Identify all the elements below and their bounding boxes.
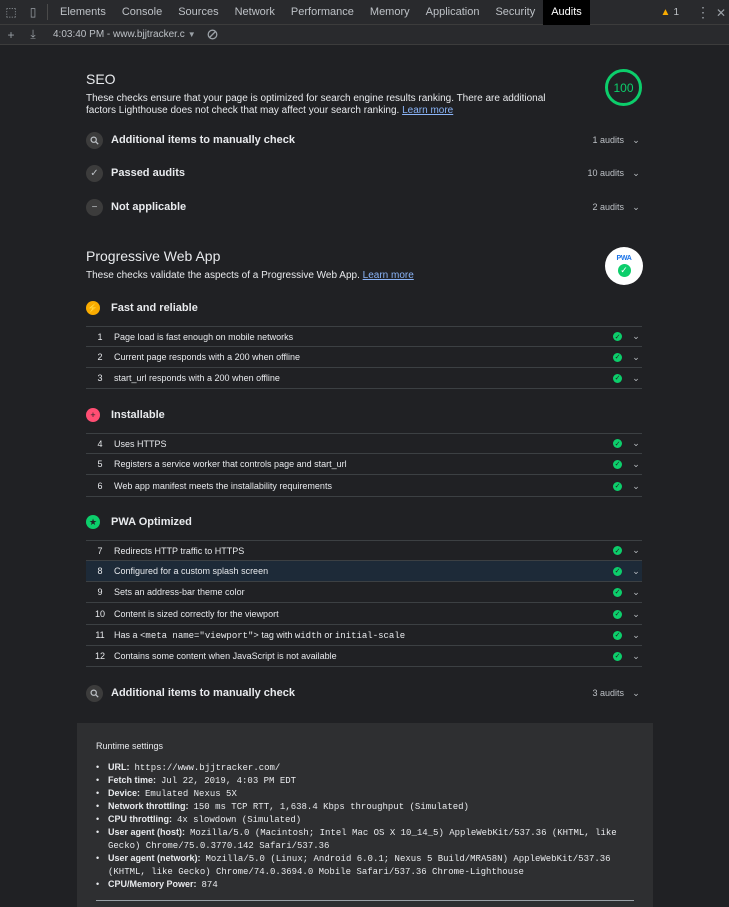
group-label: Additional items to manually check bbox=[111, 687, 295, 699]
chevron-down-icon: ⌄ bbox=[632, 565, 640, 576]
tab-network[interactable]: Network bbox=[234, 6, 275, 18]
audit-number: 11 bbox=[95, 630, 105, 640]
category-pwa-optimized bbox=[86, 511, 192, 533]
chevron-down-icon: ⌄ bbox=[632, 687, 640, 698]
runtime-setting: • CPU throttling: 4x slowdown (Simulated) bbox=[96, 814, 302, 825]
audit-number: 10 bbox=[94, 609, 105, 619]
seo-learn-more-link[interactable]: Learn more bbox=[402, 105, 454, 116]
chevron-down-icon: ⌄ bbox=[632, 586, 640, 597]
chevron-down-icon: ⌄ bbox=[632, 167, 640, 178]
audit-number: 2 bbox=[97, 352, 103, 362]
audit-row[interactable] bbox=[86, 476, 642, 497]
plus-icon: + bbox=[86, 408, 100, 422]
category-fast-reliable bbox=[86, 297, 198, 319]
tab-performance[interactable]: Performance bbox=[290, 6, 354, 18]
group-label: Additional items to manually check bbox=[111, 134, 295, 146]
more-options-icon[interactable]: ⋮ bbox=[696, 4, 710, 20]
audit-row[interactable] bbox=[86, 433, 642, 454]
audit-row[interactable] bbox=[86, 368, 642, 389]
pwa-manual-check-group[interactable] bbox=[86, 680, 642, 706]
audit-number: 12 bbox=[94, 651, 105, 661]
chevron-down-icon: ⌄ bbox=[632, 134, 640, 145]
pass-icon: ✓ bbox=[614, 589, 621, 596]
group-count: 10 audits bbox=[587, 168, 624, 178]
audit-row[interactable] bbox=[86, 454, 642, 475]
audit-row[interactable] bbox=[86, 540, 642, 561]
chevron-down-icon: ⌄ bbox=[632, 629, 640, 640]
warning-count[interactable]: 1 bbox=[673, 7, 679, 18]
tab-sources[interactable]: Sources bbox=[178, 6, 219, 18]
audit-row[interactable] bbox=[86, 625, 642, 646]
runtime-setting: • User agent (host): Mozilla/5.0 (Macintosh; Intel Mac OS X 10_14_5) AppleWebKit/537.36 (KHTML, like Gecko) Chrome/75.0.3770.142 Safari/537.36 bbox=[96, 827, 617, 851]
clear-reports-icon[interactable] bbox=[206, 29, 220, 40]
audit-title: Has a <meta name="viewport"> tag with width or initial-scale bbox=[114, 629, 406, 641]
devtools-toolbar bbox=[0, 0, 729, 25]
pass-icon: ✓ bbox=[614, 333, 621, 341]
seo-description: These checks ensure that your page is optimized for search engine results ranking. There are additional factors Lighthouse does not check that may affect your search ranking. Learn more bbox=[86, 93, 546, 116]
search-icon bbox=[86, 132, 103, 149]
runtime-setting: • Device: Emulated Nexus 5X bbox=[96, 788, 237, 799]
seo-manual-check-group[interactable] bbox=[86, 127, 642, 153]
tab-application[interactable]: Application bbox=[425, 6, 480, 18]
search-icon bbox=[86, 685, 103, 702]
audit-number: 3 bbox=[97, 373, 103, 383]
audit-row[interactable] bbox=[86, 347, 642, 368]
audit-number: 4 bbox=[97, 438, 103, 449]
lightning-icon: ⚡ bbox=[86, 301, 100, 315]
tab-security[interactable]: Security bbox=[495, 6, 536, 18]
report-dropdown-icon[interactable]: ▼ bbox=[187, 30, 196, 39]
audit-number: 7 bbox=[97, 545, 103, 556]
audit-title: Page load is fast enough on mobile networks bbox=[114, 331, 294, 342]
audit-title: Web app manifest meets the installability requirements bbox=[114, 481, 332, 491]
tab-console[interactable]: Console bbox=[121, 6, 163, 18]
pass-icon: ✓ bbox=[614, 354, 621, 361]
runtime-setting: • User agent (network): Mozilla/5.0 (Linux; Android 6.0.1; Nexus 5 Build/MRA58N) AppleWebKit/537.36 (KHTML, like Gecko) Chrome/74.0.3694.0 Mobile Safari/537.36 Chrome-Lighthouse bbox=[96, 853, 611, 877]
group-count: 3 audits bbox=[592, 688, 624, 698]
seo-score-gauge: 100 bbox=[605, 69, 642, 106]
download-report-icon[interactable]: ⤓ bbox=[30, 27, 36, 41]
audit-title: Redirects HTTP traffic to HTTPS bbox=[114, 545, 245, 556]
chevron-down-icon: ⌄ bbox=[632, 608, 640, 619]
pass-icon: ✓ bbox=[614, 547, 621, 555]
pwa-learn-more-link[interactable]: Learn more bbox=[362, 270, 414, 281]
audit-title: Registers a service worker that controls page and start_url bbox=[114, 459, 347, 469]
group-label: Passed audits bbox=[111, 167, 185, 179]
chevron-down-icon: ⌄ bbox=[632, 438, 640, 448]
pwa-badge-label: PWA bbox=[616, 255, 632, 262]
category-label: Fast and reliable bbox=[111, 302, 198, 314]
audits-toolbar bbox=[0, 25, 729, 45]
device-toolbar-icon[interactable]: ▯ bbox=[29, 5, 37, 19]
check-circle-icon: ✓ bbox=[618, 264, 631, 277]
tab-audits[interactable]: Audits bbox=[543, 0, 590, 25]
pass-icon: ✓ bbox=[614, 440, 621, 448]
category-label: PWA Optimized bbox=[111, 516, 192, 528]
chevron-down-icon: ⌄ bbox=[632, 545, 640, 555]
chevron-down-icon: ⌄ bbox=[632, 372, 640, 383]
runtime-setting: • URL: https://www.bjjtracker.com/ bbox=[96, 762, 281, 773]
audit-title: Sets an address-bar theme color bbox=[114, 587, 245, 597]
audit-row[interactable] bbox=[86, 561, 642, 582]
toolbar-divider bbox=[47, 4, 48, 20]
warning-icon[interactable]: ▲ bbox=[660, 7, 671, 18]
chevron-down-icon: ⌄ bbox=[632, 201, 640, 212]
runtime-settings-list bbox=[96, 761, 636, 891]
pass-icon: ✓ bbox=[614, 568, 621, 575]
category-label: Installable bbox=[111, 409, 165, 421]
star-icon: ★ bbox=[86, 515, 100, 529]
pass-icon: ✓ bbox=[614, 632, 621, 639]
audit-number: 8 bbox=[97, 566, 103, 576]
group-label: Not applicable bbox=[111, 201, 187, 213]
group-count: 1 audits bbox=[592, 135, 624, 145]
pass-icon: ✓ bbox=[614, 375, 621, 382]
pwa-badge bbox=[605, 247, 643, 285]
runtime-settings-panel bbox=[77, 723, 653, 907]
audit-row[interactable] bbox=[86, 604, 642, 625]
audit-number: 6 bbox=[97, 481, 103, 491]
chevron-down-icon: ⌄ bbox=[632, 351, 640, 362]
pass-icon: ✓ bbox=[614, 461, 621, 468]
seo-title: SEO bbox=[86, 71, 116, 87]
tab-elements[interactable]: Elements bbox=[60, 6, 106, 18]
tab-memory[interactable]: Memory bbox=[369, 6, 410, 18]
minus-icon: − bbox=[86, 199, 103, 216]
group-count: 2 audits bbox=[592, 202, 624, 212]
audit-title: Contains some content when JavaScript is not available bbox=[114, 651, 337, 661]
chevron-down-icon: ⌄ bbox=[632, 480, 640, 491]
new-audit-icon[interactable]: + bbox=[7, 27, 15, 42]
chevron-down-icon: ⌄ bbox=[632, 331, 640, 341]
chevron-down-icon: ⌄ bbox=[632, 458, 640, 469]
audit-number: 5 bbox=[97, 459, 103, 469]
pwa-description: These checks validate the aspects of a Progressive Web App. Learn more bbox=[86, 270, 414, 281]
checkmark-icon: ✓ bbox=[86, 165, 103, 182]
close-devtools-icon[interactable]: ✕ bbox=[715, 5, 727, 20]
inspect-element-icon[interactable]: ⬚ bbox=[5, 5, 17, 19]
report-selector[interactable]: 4:03:40 PM - www.bjjtracker.c bbox=[53, 29, 185, 40]
audit-row[interactable] bbox=[86, 582, 642, 603]
audit-row[interactable] bbox=[86, 646, 642, 667]
audit-row[interactable] bbox=[86, 326, 642, 347]
runtime-setting: • Network throttling: 150 ms TCP RTT, 1,638.4 Kbps throughput (Simulated) bbox=[96, 801, 469, 812]
divider bbox=[96, 900, 634, 901]
audit-title: start_url responds with a 200 when offline bbox=[114, 373, 280, 383]
seo-passed-audits-group[interactable] bbox=[86, 160, 642, 186]
audit-title: Content is sized correctly for the viewport bbox=[114, 609, 279, 619]
chevron-down-icon: ⌄ bbox=[632, 650, 640, 661]
audit-title: Current page responds with a 200 when offline bbox=[114, 352, 300, 362]
runtime-setting: • CPU/Memory Power: 874 bbox=[96, 879, 218, 890]
lighthouse-report bbox=[0, 46, 729, 907]
audit-title: Configured for a custom splash screen bbox=[114, 566, 269, 576]
audit-number: 9 bbox=[97, 587, 103, 597]
audit-number: 1 bbox=[97, 331, 103, 342]
category-installable bbox=[86, 404, 165, 426]
audit-title: Uses HTTPS bbox=[114, 438, 167, 449]
seo-not-applicable-group[interactable] bbox=[86, 194, 642, 220]
pass-icon: ✓ bbox=[614, 653, 621, 660]
pwa-title: Progressive Web App bbox=[86, 248, 221, 264]
pass-icon: ✓ bbox=[614, 611, 621, 618]
pass-icon: ✓ bbox=[614, 483, 621, 490]
runtime-settings-title: Runtime settings bbox=[96, 741, 164, 751]
runtime-setting: • Fetch time: Jul 22, 2019, 4:03 PM EDT bbox=[96, 775, 297, 786]
